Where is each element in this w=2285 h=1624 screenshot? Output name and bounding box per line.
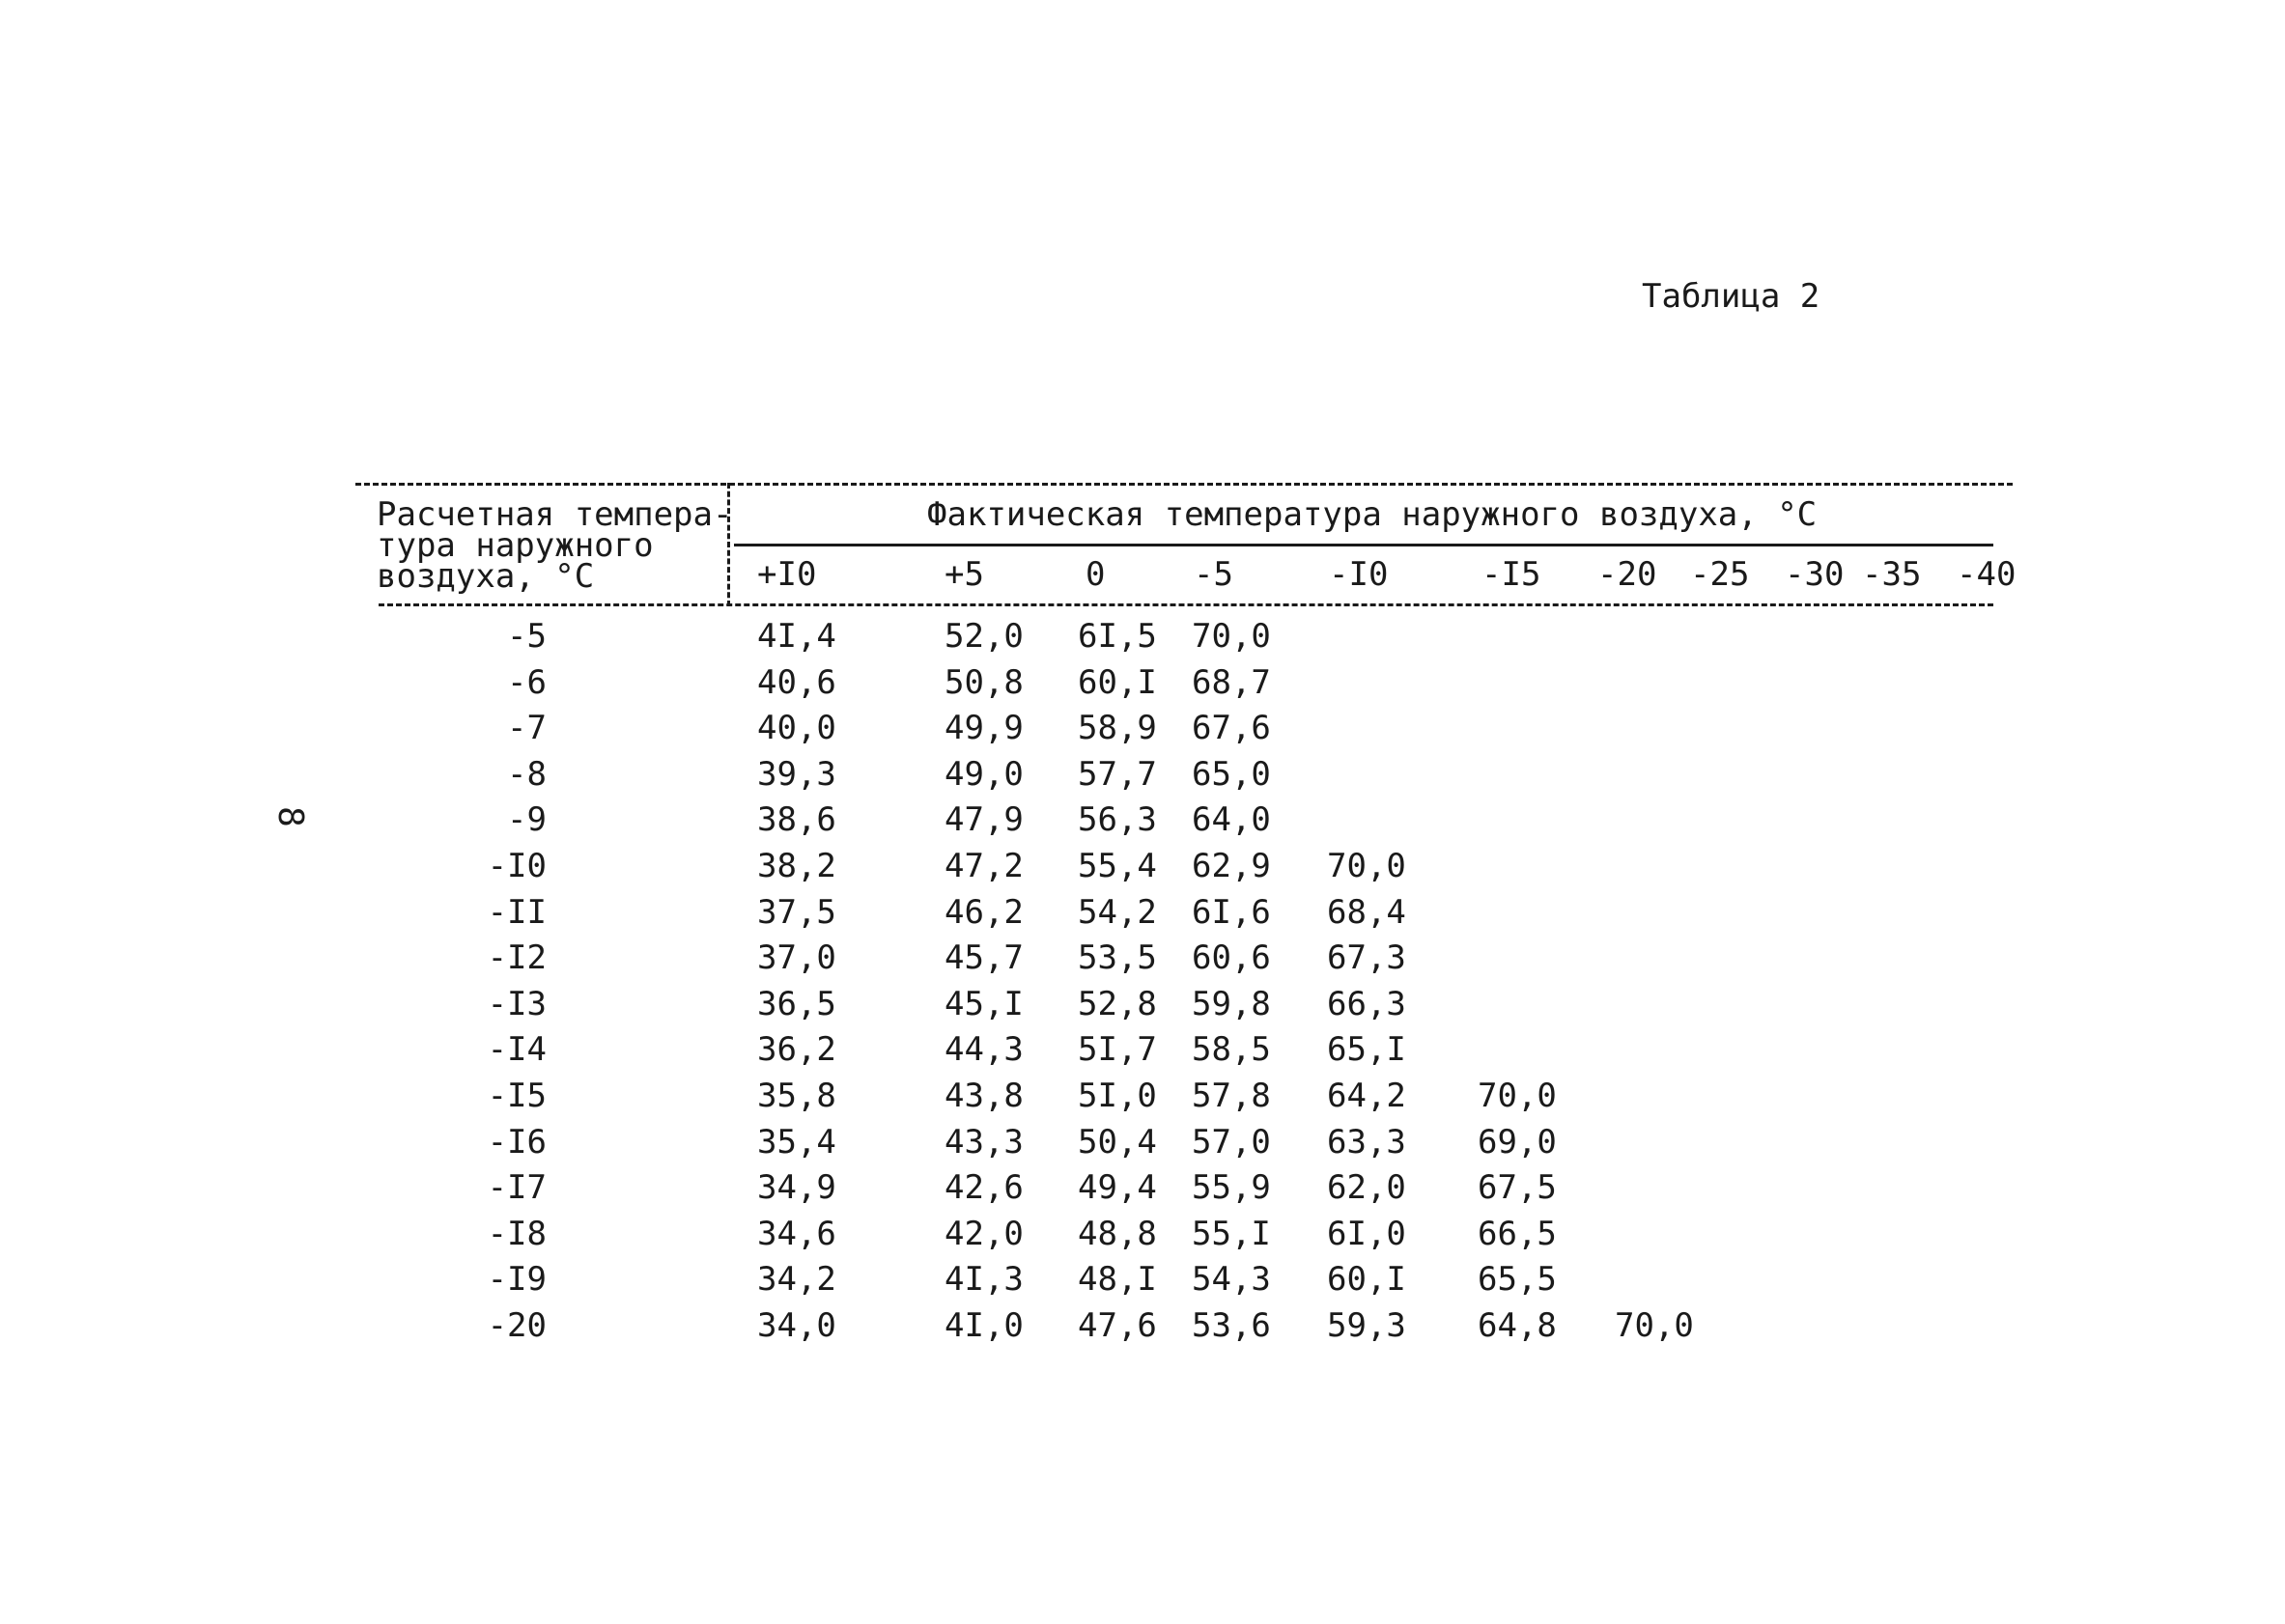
table-cell: 34,6 — [757, 1215, 836, 1253]
table-cell: 4I,4 — [757, 617, 836, 656]
table-cell: 66,5 — [1478, 1215, 1557, 1253]
column-header: -I5 — [1481, 555, 1541, 594]
row-label: -8 — [507, 755, 547, 794]
row-label: -7 — [507, 709, 547, 747]
table-cell: 65,0 — [1192, 755, 1271, 794]
table-cell: 47,2 — [945, 847, 1024, 885]
table-cell: 60,I — [1078, 663, 1157, 702]
table-cell: 54,3 — [1192, 1260, 1271, 1299]
table-cell: 47,6 — [1078, 1306, 1157, 1345]
row-label: -I5 — [487, 1077, 547, 1115]
table-cell: 46,2 — [945, 893, 1024, 932]
table-cell: 35,8 — [757, 1077, 836, 1115]
table-cell: 67,5 — [1478, 1168, 1557, 1207]
table-cell: 6I,5 — [1078, 617, 1157, 656]
header-divider-rule — [734, 544, 1993, 546]
table-cell: 38,6 — [757, 800, 836, 839]
row-label: -I7 — [487, 1168, 547, 1207]
table-cell: 55,4 — [1078, 847, 1157, 885]
row-label: -I3 — [487, 985, 547, 1023]
table-cell: 62,9 — [1192, 847, 1271, 885]
table-cell: 70,0 — [1615, 1306, 1694, 1345]
table-cell: 67,6 — [1192, 709, 1271, 747]
table-cell: 68,7 — [1192, 663, 1271, 702]
table-cell: 58,9 — [1078, 709, 1157, 747]
table-cell: 59,8 — [1192, 985, 1271, 1023]
column-header: -25 — [1690, 555, 1750, 594]
table-cell: 69,0 — [1478, 1123, 1557, 1162]
row-label: -I2 — [487, 938, 547, 977]
table-cell: 37,5 — [757, 893, 836, 932]
table-cell: 6I,6 — [1192, 893, 1271, 932]
table-cell: 40,0 — [757, 709, 836, 747]
table-cell: 39,3 — [757, 755, 836, 794]
table-cell: 48,I — [1078, 1260, 1157, 1299]
table-cell: 53,6 — [1192, 1306, 1271, 1345]
column-header: 0 — [1086, 555, 1106, 594]
table-cell: 49,0 — [945, 755, 1024, 794]
table-cell: 68,4 — [1327, 893, 1406, 932]
column-header: -40 — [1957, 555, 2017, 594]
table-cell: 42,0 — [945, 1215, 1024, 1253]
column-header: -30 — [1785, 555, 1845, 594]
table-cell: 67,3 — [1327, 938, 1406, 977]
row-label: -9 — [507, 800, 547, 839]
row-label: -5 — [507, 617, 547, 656]
table-cell: 59,3 — [1327, 1306, 1406, 1345]
actual-temp-header: Фактическая температура наружного воздуха, °C — [927, 495, 1818, 534]
table-cell: 50,4 — [1078, 1123, 1157, 1162]
table-cell: 64,0 — [1192, 800, 1271, 839]
column-header: -5 — [1194, 555, 1233, 594]
table-cell: 70,0 — [1327, 847, 1406, 885]
row-label: -6 — [507, 663, 547, 702]
table-cell: 49,4 — [1078, 1168, 1157, 1207]
row-label: -I9 — [487, 1260, 547, 1299]
table-cell: 45,7 — [945, 938, 1024, 977]
column-header: -35 — [1862, 555, 1922, 594]
column-header: +I0 — [757, 555, 817, 594]
table-cell: 36,5 — [757, 985, 836, 1023]
table-cell: 43,8 — [945, 1077, 1024, 1115]
table-cell: 55,9 — [1192, 1168, 1271, 1207]
table-cell: 57,7 — [1078, 755, 1157, 794]
row-label: -I6 — [487, 1123, 547, 1162]
table-cell: 66,3 — [1327, 985, 1406, 1023]
table-cell: 60,I — [1327, 1260, 1406, 1299]
table-cell: 34,2 — [757, 1260, 836, 1299]
table-cell: 54,2 — [1078, 893, 1157, 932]
table-cell: 52,0 — [945, 617, 1024, 656]
table-cell: 63,3 — [1327, 1123, 1406, 1162]
table-cell: 64,8 — [1478, 1306, 1557, 1345]
table-cell: 35,4 — [757, 1123, 836, 1162]
column-header: -I0 — [1329, 555, 1389, 594]
table-cell: 58,5 — [1192, 1030, 1271, 1069]
table-cell: 6I,0 — [1327, 1215, 1406, 1253]
table-cell: 34,9 — [757, 1168, 836, 1207]
table-cell: 65,I — [1327, 1030, 1406, 1069]
row-header-line-1: Расчетная темпера- — [377, 495, 733, 534]
table-cell: 38,2 — [757, 847, 836, 885]
table-cell: 49,9 — [945, 709, 1024, 747]
table-cell: 5I,0 — [1078, 1077, 1157, 1115]
table-cell: 62,0 — [1327, 1168, 1406, 1207]
table-cell: 44,3 — [945, 1030, 1024, 1069]
table-cell: 57,8 — [1192, 1077, 1271, 1115]
table-cell: 57,0 — [1192, 1123, 1271, 1162]
row-header-line-2: тура наружного — [377, 526, 654, 565]
table-cell: 4I,0 — [945, 1306, 1024, 1345]
table-cell: 4I,3 — [945, 1260, 1024, 1299]
page-number: 8 — [269, 806, 310, 827]
table-cell: 55,I — [1192, 1215, 1271, 1253]
table-cell: 42,6 — [945, 1168, 1024, 1207]
table-cell: 56,3 — [1078, 800, 1157, 839]
table-cell: 40,6 — [757, 663, 836, 702]
table-cell: 45,I — [945, 985, 1024, 1023]
row-label: -20 — [487, 1306, 547, 1345]
table-cell: 43,3 — [945, 1123, 1024, 1162]
table-cell: 48,8 — [1078, 1215, 1157, 1253]
row-label: -I0 — [487, 847, 547, 885]
table-top-rule — [355, 483, 2013, 486]
table-cell: 53,5 — [1078, 938, 1157, 977]
table-cell: 70,0 — [1478, 1077, 1557, 1115]
column-header: +5 — [945, 555, 984, 594]
table-title: Таблица 2 — [1642, 277, 1820, 316]
row-label: -I8 — [487, 1215, 547, 1253]
row-label: -I4 — [487, 1030, 547, 1069]
table-cell: 52,8 — [1078, 985, 1157, 1023]
table-cell: 65,5 — [1478, 1260, 1557, 1299]
table-cell: 5I,7 — [1078, 1030, 1157, 1069]
column-header: -20 — [1597, 555, 1657, 594]
table-cell: 47,9 — [945, 800, 1024, 839]
table-cell: 37,0 — [757, 938, 836, 977]
table-cell: 60,6 — [1192, 938, 1271, 977]
row-header-line-3: воздуха, °C — [377, 557, 595, 596]
table-cell: 64,2 — [1327, 1077, 1406, 1115]
table-cell: 34,0 — [757, 1306, 836, 1345]
row-label: -II — [487, 893, 547, 932]
header-bottom-rule — [379, 603, 1993, 606]
table-cell: 70,0 — [1192, 617, 1271, 656]
table-cell: 50,8 — [945, 663, 1024, 702]
table-cell: 36,2 — [757, 1030, 836, 1069]
